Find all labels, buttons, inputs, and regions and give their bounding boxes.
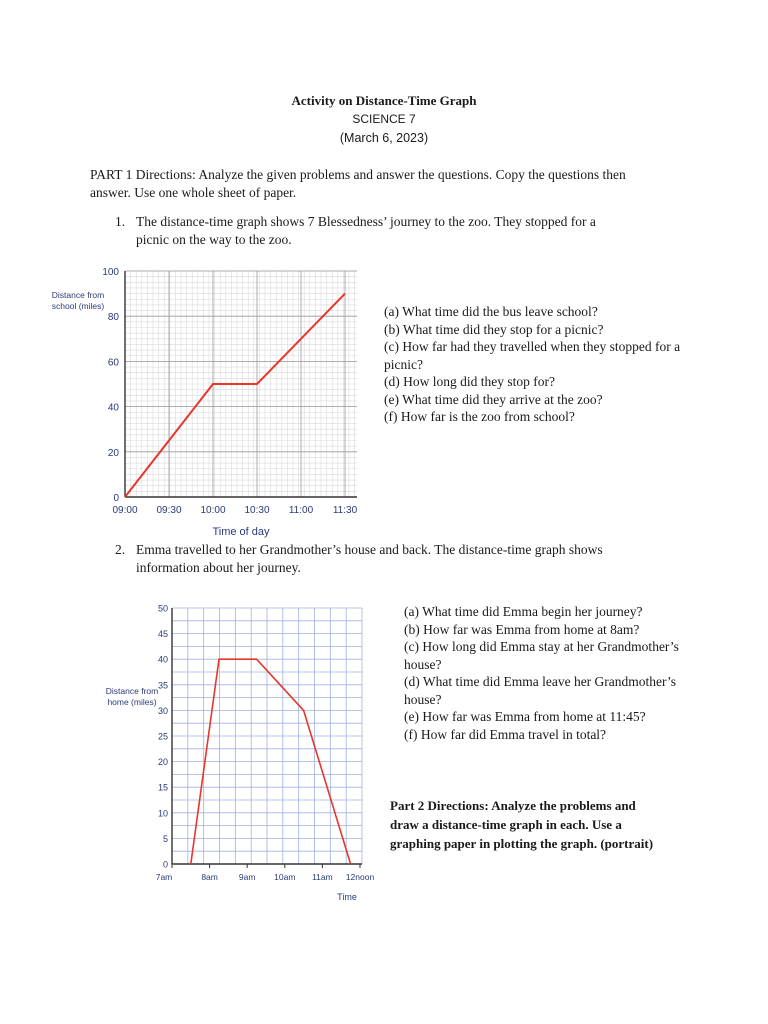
part2-line2: draw a distance-time graph in each. Use a [390,817,622,832]
y-tick-label: 25 [157,731,168,742]
x-axis-label: Time [337,892,357,902]
x-tick-label: 10am [274,872,296,882]
problem2-questions [404,603,734,743]
y-tick-label: 15 [157,782,168,793]
x-tick-label: 11am [312,872,333,882]
part2-line1: Part 2 Directions: Analyze the problems and [390,798,636,813]
y-tick-label: 80 [107,312,119,324]
y-tick-label: 60 [107,357,119,369]
y-tick-label: 5 [162,833,168,844]
subject-label: SCIENCE 7 [352,112,416,126]
question-1c-cont: picnic? [384,356,423,372]
part1-directions-line1: PART 1 Directions: Analyze the given problems and answer the questions. Copy the questions then [90,167,626,182]
part2-directions [390,796,653,853]
problem1-questions [384,303,724,426]
problem1-line1: The distance-time graph shows 7 Blessedness’ journey to the zoo. They stopped for a [136,214,596,229]
y-tick-label: 10 [157,808,168,819]
problem2-number: 2. [115,542,126,557]
problem1-line2: picnic on the way to the zoo. [136,232,292,247]
x-tick-label: 09:00 [112,505,138,516]
problem2-text [136,541,603,577]
question-1f: (f) How far is the zoo from school? [384,409,575,424]
question-2e: (e) How far was Emma from home at 11:45? [404,709,646,724]
question-1b: (b) What time did they stop for a picnic? [384,321,604,337]
x-tick-label: 7am [155,872,173,882]
question-1d: (d) How long did they stop for? [384,374,555,389]
question-2a: (a) What time did Emma begin her journey? [404,604,643,619]
y-tick-label: 35 [157,680,168,691]
date-label: (March 6, 2023) [339,131,429,145]
x-tick-label: 12noon [345,872,375,882]
x-tick-label: 11:00 [288,505,314,516]
question-1a: (a) What time did the bus leave school? [384,304,598,319]
part1-directions [90,166,626,202]
y-tick-label: 20 [157,757,168,768]
x-axis-label: Time of day [212,526,270,538]
y-tick-label: 0 [113,493,119,504]
x-tick-label: 09:30 [156,505,182,516]
part2-line3: graphing paper in plotting the graph. (portrait) [390,836,654,851]
y-tick-label: 0 [162,859,168,870]
question-2d: (d) What time did Emma leave her Grandmother’s [404,674,677,689]
question-2c: (c) How long did Emma stay at her Grandmother’s [404,639,679,654]
problem2-line1: Emma travelled to her Grandmother’s house and back. The distance-time graph shows [136,542,603,557]
x-tick-label: 8am [201,872,218,882]
y-tick-label: 40 [107,402,119,414]
problem2-line2: information about her journey. [136,560,301,575]
problem1-number: 1. [115,214,126,229]
question-2c-cont: house? [404,656,442,672]
y-tick-label: 50 [157,603,168,614]
question-2f: (f) How far did Emma travel in total? [404,726,607,742]
page-title: Activity on Distance-Time Graph [291,93,477,108]
y-axis-label-line2: school (miles) [51,301,105,311]
y-tick-label: 30 [157,705,168,716]
y-tick-label: 40 [157,654,168,665]
y-axis-label-line2: home (miles) [107,697,157,707]
y-axis-label-line1: Distance from [105,686,159,696]
question-1e: (e) What time did they arrive at the zoo? [384,391,603,407]
question-2b: (b) How far was Emma from home at 8am? [404,621,640,637]
problem1-text [136,213,596,249]
y-tick-label: 20 [107,447,119,459]
y-tick-label: 45 [157,629,168,640]
chart-2 [100,598,390,913]
x-tick-label: 10:00 [200,505,226,516]
question-1c: (c) How far had they travelled when they stopped for a [384,339,681,354]
y-tick-label: 100 [102,267,119,278]
x-tick-label: 9am [238,872,256,882]
part1-directions-line2: answer. Use one whole sheet of paper. [90,185,297,200]
question-2d-cont: house? [404,691,442,707]
y-axis-label-line1: Distance from [51,290,105,300]
x-tick-label: 10:30 [244,505,270,516]
chart-1 [40,258,380,543]
x-tick-label: 11:30 [332,505,358,516]
